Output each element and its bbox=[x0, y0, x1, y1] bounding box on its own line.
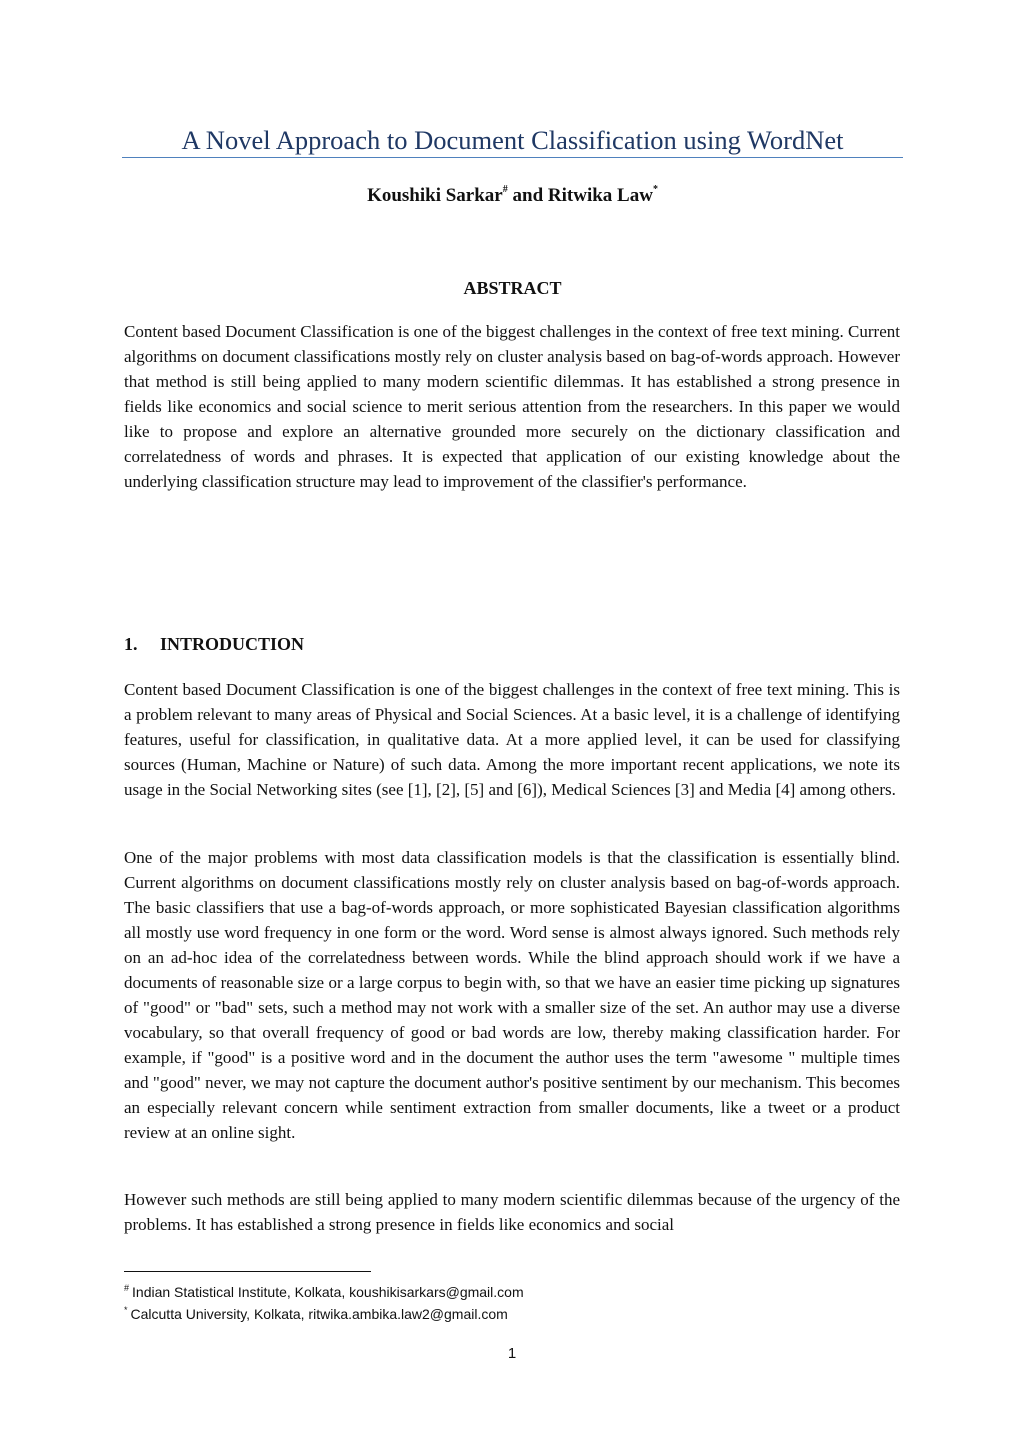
intro-paragraph-3: However such methods are still being applied to many modern scientific dilemmas because of the urgency of the problems. It has established a strong presence in fields like economics and social bbox=[124, 1190, 900, 1234]
footnote-1 bbox=[124, 1281, 824, 1303]
author-2-name: Ritwika Law bbox=[547, 185, 653, 206]
intro-paragraph-2: One of the major problems with most data classification models is that the classification is essentially blind. Current algorithms on document classifications mostly rely on cluster analysis based on bag-of-words approach. The basic classifiers that use a bag-of-words approach, or more sophisticated Bayesian classification algorithms all mostly use word frequency in one form or the word. Word sense is almost always ignored. Such methods rely on an ad-hoc idea of the correlatedness between words. While the blind approach should work if we have a documents of reasonable size or a large corpus to begin with, so that we have an easier time picking up signatures of "good" or "bad" sets, such a method may not work with a smaller size of the set. An author may use a diverse vocabulary, so that overall frequency of good or bad words are low, thereby making classification harder. For example, if "good" is a positive word and in the document the author uses the term "awesome " multiple times and "good" never, we may not capture the document author's positive sentiment by our mechanism. This becomes an especially relevant concern while sentiment extraction from smaller documents, like a tweet or a product review at an online sight. bbox=[124, 848, 900, 1142]
section-number: 1. bbox=[124, 634, 138, 654]
section-heading-introduction bbox=[124, 632, 304, 656]
section-title: INTRODUCTION bbox=[160, 634, 305, 654]
footnote-2 bbox=[124, 1303, 824, 1325]
author-connector: and bbox=[507, 185, 548, 206]
author-1-footnote-mark: # bbox=[502, 184, 508, 195]
footnote-1-text: Indian Statistical Institute, Kolkata, koushikisarkars@gmail.com bbox=[132, 1284, 524, 1300]
abstract-text: Content based Document Classification is one of the biggest challenges in the context of free text mining. Current algorithms on document classifications mostly rely on cluster analysis based on bag-of-words approach. However that method is still being applied to many modern scientific dilemmas. It has established a strong presence in fields like economics and social science to merit serious attention from the researchers. In this paper we would like to propose and explore an alternative grounded more securely on the dictionary classification and correlatedness of words and phrases. It is expected that application of our existing knowledge about the underlying classification structure may lead to improvement of the classifier's performance. bbox=[124, 322, 900, 491]
author-line bbox=[122, 183, 903, 209]
author-2-footnote-mark: * bbox=[652, 184, 658, 195]
author-1-name: Koushiki Sarkar bbox=[367, 185, 503, 206]
footnote-2-mark: * bbox=[124, 1305, 128, 1315]
paper-title: A Novel Approach to Document Classification using WordNet bbox=[122, 124, 903, 158]
footnote-divider bbox=[124, 1271, 371, 1272]
intro-paragraph-1: Content based Document Classification is one of the biggest challenges in the context of free text mining. This is a problem relevant to many areas of Physical and Social Sciences. At a basic level, it is a challenge of identifying features, useful for classification, in qualitative data. At a more applied level, it can be used for classifying sources (Human, Machine or Nature) of such data. Among the more important recent applications, we note its usage in the Social Networking sites (see [1], [2], [5] and [6]), Medical Sciences [3] and Media [4] among others. bbox=[124, 680, 900, 799]
footnote-1-mark: # bbox=[124, 1283, 130, 1293]
page-number: 1 bbox=[507, 1345, 517, 1362]
abstract-heading: ABSTRACT bbox=[463, 278, 562, 298]
footnotes bbox=[124, 1281, 824, 1325]
footnote-2-text: Calcutta University, Kolkata, ritwika.ambika.law2@gmail.com bbox=[130, 1306, 508, 1322]
